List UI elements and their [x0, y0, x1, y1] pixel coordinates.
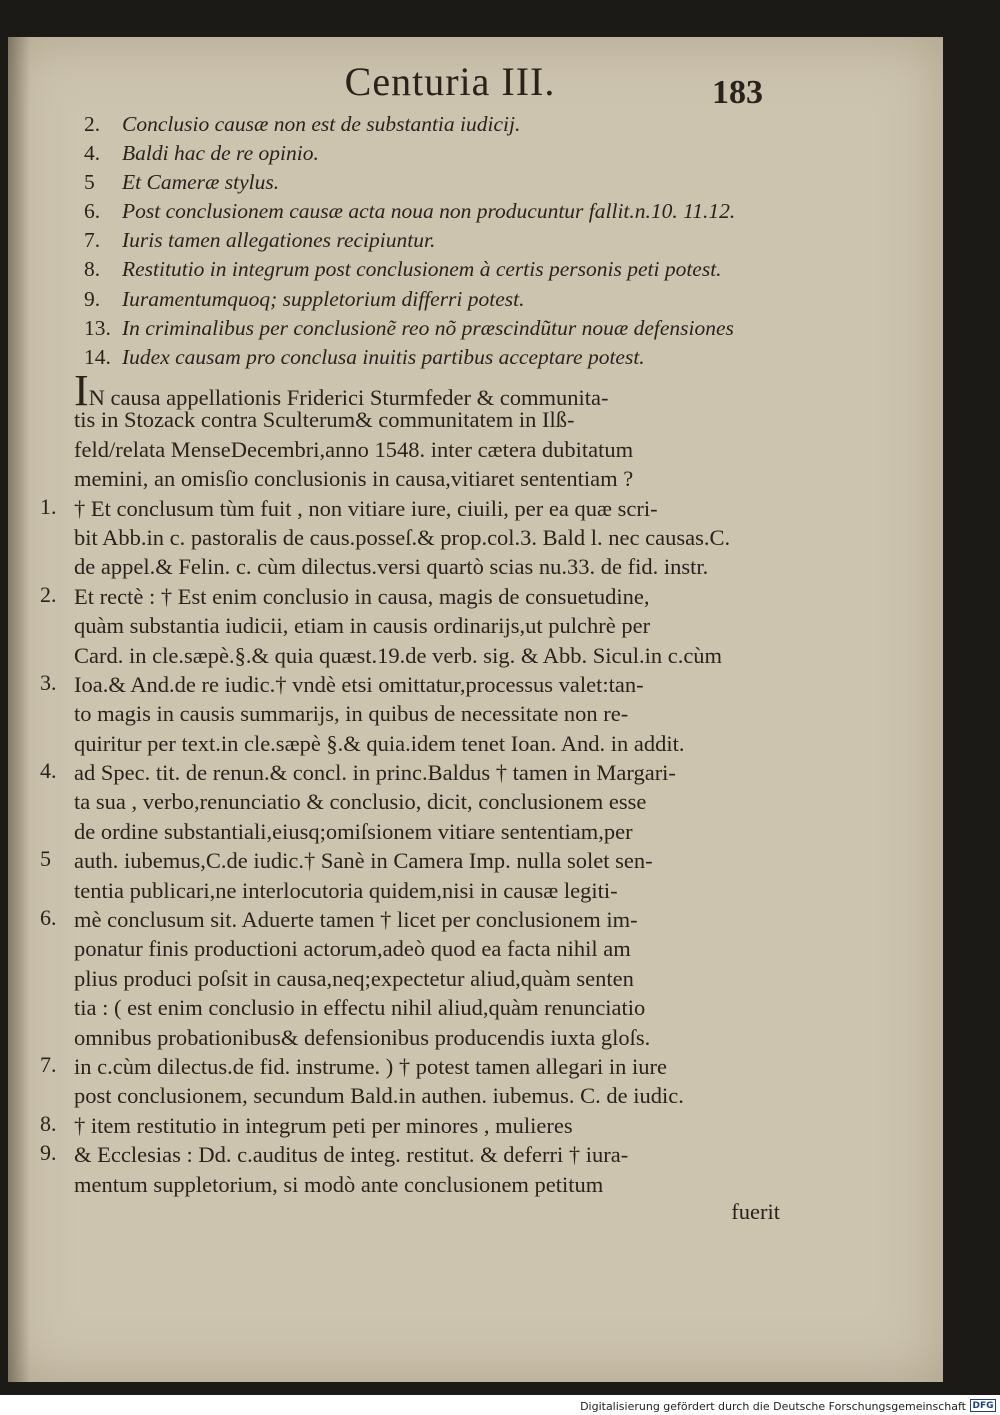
text-line: † item restitutio in integrum peti per minores , mulieres — [74, 1112, 573, 1138]
text-line: ta sua , verbo,renunciatio & conclusio, dicit, conclusionem esse — [74, 789, 647, 815]
summary-item — [84, 226, 774, 255]
summary-number: 9. — [84, 286, 101, 311]
summary-text: In criminalibus per conclusionẽ reo nõ præscindũtur nouæ defensiones — [122, 315, 734, 340]
summary-text: Iuramentumquoq; suppletorium differri potest. — [122, 286, 525, 311]
summary-number: 8. — [84, 257, 101, 282]
text-line: mentum suppletorium, si modò ante conclusionem petitum — [74, 1171, 604, 1197]
text-line: feld/relata MenseDecembri,anno 1548. inter cætera dubitatum — [74, 436, 634, 462]
summary-item — [84, 168, 774, 197]
text-line: memini, an omisſio conclusionis in causa,vitiaret sententiam ? — [74, 466, 634, 492]
text-line: to magis in causis summarijs, in quibus de necessitate non re- — [74, 701, 629, 727]
summary-item — [84, 285, 774, 314]
text-line: quàm substantia iudicii, etiam in causis ordinarijs,ut pulchrè per — [74, 613, 651, 639]
margin-number: 1. — [40, 493, 57, 519]
text-line: Ioa.& And.de re iudic.† vndè etsi omittatur,processus valet:tan- — [74, 671, 644, 697]
summary-text: Baldi hac de re opinio. — [122, 141, 319, 166]
summary-number: 7. — [84, 228, 101, 253]
summary-list — [84, 110, 774, 372]
summary-text: Conclusio causæ non est de substantia iudicij. — [122, 112, 521, 136]
margin-number: 7. — [40, 1052, 57, 1078]
summary-text: Iudex causam pro conclusa inuitis partibus acceptare potest. — [122, 344, 645, 369]
text-line: plius produci poſsit in causa,neq;expectetur aliud,quàm senten — [74, 965, 634, 991]
margin-number: 8. — [40, 1111, 57, 1136]
text-line: bit Abb.in c. pastoralis de caus.posseſ.& prop.col.3. Bald l. nec causas.C. — [74, 524, 731, 550]
text-line: † Et conclusum tùm fuit , non vitiare iure, ciuili, per ea quæ scri- — [74, 495, 658, 521]
margin-number: 6. — [40, 905, 57, 931]
text-line: & Ecclesias : Dd. c.auditus de integ. restitut. & deferri † iura- — [74, 1142, 629, 1168]
text-line: ad Spec. tit. de renun.& concl. in princ.Baldus † tamen in Margari- — [74, 760, 676, 786]
digitization-credit: Digitalisierung gefördert durch die Deutsche Forschungsgemeinschaft — [580, 1400, 966, 1413]
summary-number: 13. — [84, 315, 111, 340]
text-line: tia : ( est enim conclusio in effectu nihil aliud,quàm renunciatio — [74, 995, 646, 1021]
margin-number: 4. — [40, 758, 57, 784]
dfg-logo: DFG — [970, 1399, 996, 1412]
summary-item — [84, 139, 774, 168]
text-line: ponatur finis productioni actorum,adeò quod ea facta nihil am — [74, 936, 631, 962]
margin-number: 9. — [40, 1140, 57, 1166]
summary-item — [84, 110, 774, 139]
summary-text: Restitutio in integrum post conclusionem à certis personis peti potest. — [122, 257, 722, 282]
summary-text: Iuris tamen allegationes recipiuntur. — [122, 228, 436, 253]
summary-item — [84, 197, 774, 226]
summary-number: 5 — [84, 170, 95, 195]
summary-number: 6. — [84, 199, 101, 224]
gutter-shadow — [8, 37, 30, 1382]
text-line: tentia publicari,ne interlocutoria quidem,nisi in causæ legiti- — [74, 877, 618, 903]
text-line: IN causa appellationis Friderici Sturmfeder & communita- — [74, 366, 609, 415]
summary-item — [84, 343, 774, 372]
text-line: mè conclusum sit. Aduerte tamen † licet per conclusionem im- — [74, 907, 638, 933]
summary-number: 14. — [84, 344, 111, 369]
margin-number: 5 — [40, 846, 51, 872]
text-line: Et rectè : † Est enim conclusio in causa, magis de consuetudine, — [74, 583, 650, 609]
catchword: fuerit — [731, 1199, 780, 1224]
text-line: auth. iubemus,C.de iudic.† Sanè in Camera Imp. nulla solet sen- — [74, 848, 653, 874]
summary-number: 2. — [84, 112, 101, 136]
text-line: de appel.& Felin. c. cùm dilectus.versi quartò scias nu.33. de fid. instr. — [74, 554, 709, 580]
summary-item — [84, 314, 774, 343]
summary-text: Post conclusionem causæ acta noua non producuntur fallit.n.10. 11.12. — [122, 199, 736, 224]
text-line: post conclusionem, secundum Bald.in authen. iubemus. C. de iudic. — [74, 1083, 684, 1109]
text-line: Card. in cle.sæpè.§.& quia quæst.19.de verb. sig. & Abb. Sicul.in c.cùm — [74, 642, 723, 668]
text-line: in c.cùm dilectus.de fid. instrume. ) † potest tamen allegari in iure — [74, 1053, 667, 1079]
body-text — [74, 366, 764, 1199]
text-line: quiritur per text.in cle.sæpè §.& quia.idem tenet Ioan. And. in addit. — [74, 730, 685, 756]
margin-number: 2. — [40, 581, 57, 607]
page-number: 183 — [712, 74, 763, 111]
text-line: omnibus probationibus& defensionibus producendis iuxta gloſs. — [74, 1024, 651, 1050]
margin-number: 3. — [40, 670, 57, 695]
summary-number: 4. — [84, 141, 101, 166]
running-title: Centuria III. — [344, 59, 556, 104]
text-line: tis in Stozack contra Sculterum& communitatem in Ilß- — [74, 407, 575, 433]
summary-text: Et Cameræ stylus. — [122, 170, 280, 195]
summary-item — [84, 255, 774, 284]
text-line: de ordine substantiali,eiusq;omiſsionem vitiare sententiam,per — [74, 818, 633, 844]
